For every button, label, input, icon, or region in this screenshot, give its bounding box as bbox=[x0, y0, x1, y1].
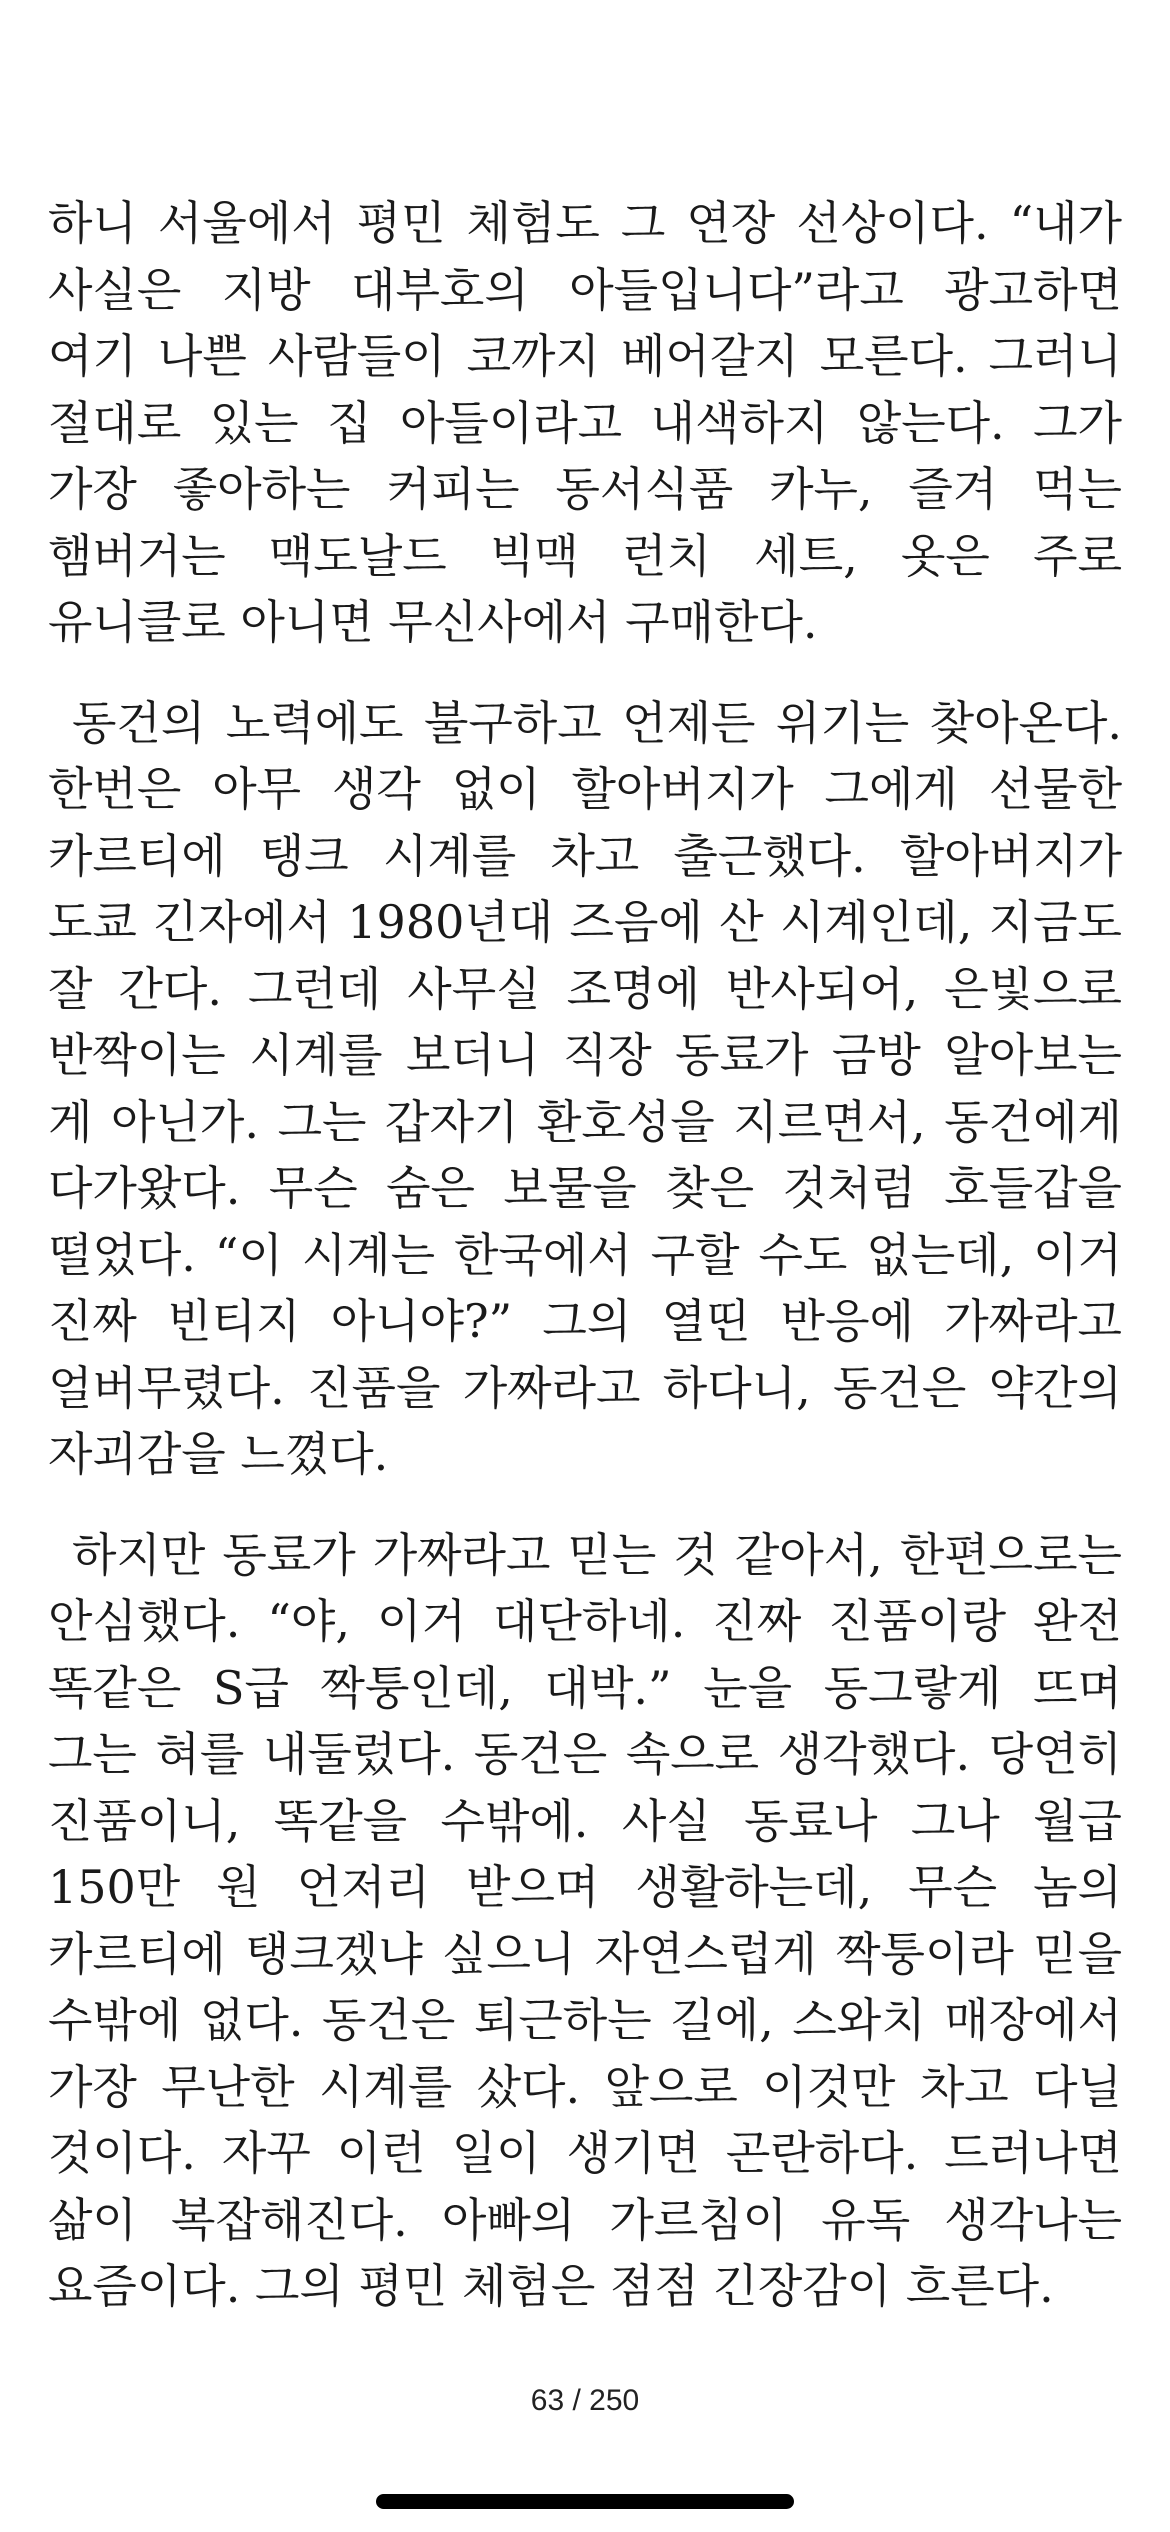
paragraph-2: 동건의 노력에도 불구하고 언제든 위기는 찾아온다. 한번은 아무 생각 없이 할아버지가 그에게 선물한 카르티에 탱크 시계를 차고 출근했다. 할아버지가 도쿄 긴자에서 1980년대 즈음에 산 시계인데, 지금도 잘 간다. 그런데 사무실 조명에 반사되어, 은빛으로 반짝이는 시계를 보더니 직장 동료가 금방 알아보는 게 아닌가. 그는 갑자기 환호성을 지르면서, 동건에게 다가왔다. 무슨 숨은 보물을 찾은 것처럼 호들갑을 떨었다. “이 시계는 한국에서 구할 수도 없는데, 이거 진짜 빈티지 아니야?” 그의 열띤 반응에 가짜라고 얼버무렸다. 진품을 가짜라고 하다니, 동건은 약간의 자괴감을 느꼈다. bbox=[48, 695, 1122, 1481]
page-indicator: 63 / 250 bbox=[530, 2384, 640, 2417]
paragraph-3: 하지만 동료가 가짜라고 믿는 것 같아서, 한편으로는 안심했다. “야, 이거 대단하네. 진짜 진품이랑 완전 똑같은 S급 짝퉁인데, 대박.” 눈을 동그랗게 뜨며 그는 혀를 내둘렀다. 동건은 속으로 생각했다. 당연히 진품이니, 똑같을 수밖에. 사실 동료나 그나 월급 150만 원 언저리 받으며 생활하는데, 무슨 놈의 카르티에 탱크겠냐 싶으니 자연스럽게 짝퉁이라 믿을 수밖에 없다. 동건은 퇴근하는 길에, 스와치 매장에서 가장 무난한 시계를 샀다. 앞으로 이것만 차고 다닐 것이다. 자꾸 이런 일이 생기면 곤란하다. 드러나면 삶이 복잡해진다. 아빠의 가르침이 유독 생각나는 요즘이다. 그의 평민 체험은 점점 긴장감이 흐른다. bbox=[48, 1527, 1122, 2313]
paragraph-1: 하니 서울에서 평민 체험도 그 연장 선상이다. “내가 사실은 지방 대부호의 아들입니다”라고 광고하면 여기 나쁜 사람들이 코까지 베어갈지 모른다. 그러니 절대로 있는 집 아들이라고 내색하지 않는다. 그가 가장 좋아하는 커피는 동서식품 카누, 즐겨 먹는 햄버거는 맥도날드 빅맥 런치 세트, 옷은 주로 유니클로 아니면 무신사에서 구매한다. bbox=[48, 196, 1122, 649]
home-indicator[interactable] bbox=[376, 2494, 794, 2509]
reader-page[interactable] bbox=[48, 190, 1122, 2354]
